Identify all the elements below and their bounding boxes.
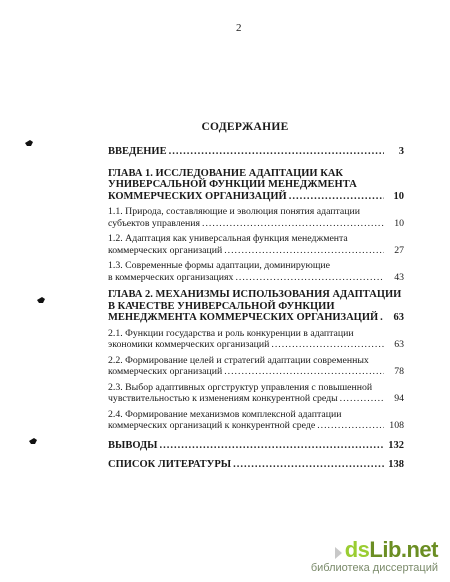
watermark-subtitle: библиотека диссертаций <box>310 562 438 574</box>
toc-entry-conclusions[interactable] <box>108 440 404 452</box>
toc-entry-text: КОММЕРЧЕСКИХ ОРГАНИЗАЦИЙ <box>108 190 287 202</box>
toc-entry-text: 2.2. Формирование целей и стратегий адаптации современных <box>108 354 369 366</box>
toc-entry-page: 132 <box>388 439 404 451</box>
watermark <box>311 539 438 574</box>
toc-entry-text: 2.1. Функции государства и роль конкуренции в адаптации <box>108 327 354 339</box>
toc-entry-text: 1.1. Природа, составляющие и эволюция понятия адаптации <box>108 206 361 217</box>
toc-entry-references[interactable] <box>108 459 404 471</box>
leader-dots <box>224 366 384 378</box>
toc-entry-page: 10 <box>394 217 404 229</box>
toc-entry-text: 2.3. Выбор адаптивных оргструктур управления с повышенной <box>108 381 373 393</box>
toc-entry-page: 10 <box>393 190 404 202</box>
toc-entry-2-1[interactable] <box>108 328 404 351</box>
page-title: СОДЕРЖАНИЕ <box>201 121 289 133</box>
toc-entry-text: 2.4. Формирование механизмов комплексной адаптации <box>108 408 342 420</box>
toc-entry-text: ВЫВОДЫ <box>108 439 158 451</box>
toc-entry-page: 27 <box>394 244 404 256</box>
toc-entry-1-3[interactable] <box>108 260 404 283</box>
toc-entry-text: коммерческих организаций <box>108 244 223 256</box>
toc-entry-text: УНИВЕРСАЛЬНОЙ ФУНКЦИИ МЕНЕДЖМЕНТА <box>108 179 357 190</box>
toc-entry-1-2[interactable] <box>108 233 404 256</box>
toc-entry-text: ВВЕДЕНИЕ <box>108 146 167 157</box>
toc-entry-text: коммерческих организаций к конкурентной среде <box>108 420 316 431</box>
leader-dots <box>340 393 384 405</box>
table-of-contents <box>108 146 404 471</box>
leader-dots <box>380 312 384 324</box>
toc-entry-text: 1.2. Адаптация как универсальная функция менеджмента <box>108 233 348 244</box>
toc-entry-text: экономики коммерческих организаций <box>108 339 270 350</box>
toc-entry-2-2[interactable] <box>108 355 404 378</box>
toc-entry-text: СПИСОК ЛИТЕРАТУРЫ <box>108 459 232 470</box>
toc-entry-2-4[interactable] <box>108 409 404 432</box>
toc-entry-page: 3 <box>398 146 404 157</box>
toc-entry-chapter-2[interactable] <box>108 289 404 324</box>
leader-dots <box>235 272 384 284</box>
toc-entry-text: В КАЧЕСТВЕ УНИВЕРСАЛЬНОЙ ФУНКЦИИ <box>108 300 335 312</box>
scan-mark-icon <box>28 437 38 445</box>
toc-entry-text: коммерческих организаций <box>108 366 223 377</box>
page-number: 2 <box>236 22 242 34</box>
leader-dots <box>271 339 384 351</box>
scan-mark-icon <box>24 139 34 147</box>
toc-entry-text: в коммерческих организациях <box>108 271 234 283</box>
leader-dots <box>202 218 384 230</box>
watermark-logo: dsLib.net <box>311 539 438 561</box>
scan-mark-icon <box>36 296 46 304</box>
toc-entry-text: чувствительностью к изменениям конкурентной среды <box>108 393 338 404</box>
leader-dots <box>224 245 384 257</box>
toc-entry-page: 63 <box>394 339 404 350</box>
toc-entry-text: ГЛАВА 1. ИССЛЕДОВАНИЕ АДАПТАЦИИ КАК <box>108 167 344 179</box>
toc-entry-intro[interactable] <box>108 146 404 158</box>
toc-entry-2-3[interactable] <box>108 382 404 405</box>
leader-dots <box>289 191 384 203</box>
toc-entry-page: 108 <box>389 420 404 431</box>
toc-entry-text: 1.3. Современные формы адаптации, доминирующие <box>108 260 331 271</box>
leader-dots <box>169 146 384 158</box>
toc-entry-text: МЕНЕДЖМЕНТА КОММЕРЧЕСКИХ ОРГАНИЗАЦИЙ <box>108 312 379 323</box>
toc-entry-page: 94 <box>394 393 404 404</box>
toc-entry-1-1[interactable] <box>108 206 404 229</box>
leader-dots <box>160 440 385 452</box>
toc-entry-page: 43 <box>394 271 404 283</box>
toc-entry-page: 138 <box>388 459 404 470</box>
toc-entry-text: субъектов управления <box>108 217 201 229</box>
toc-entry-page: 63 <box>393 312 404 323</box>
toc-entry-chapter-1[interactable] <box>108 168 404 203</box>
leader-dots <box>233 459 384 471</box>
toc-entry-text: ГЛАВА 2. МЕХАНИЗМЫ ИСПОЛЬЗОВАНИЯ АДАПТАЦИИ <box>108 289 402 300</box>
leader-dots <box>317 420 384 432</box>
play-icon <box>335 547 342 559</box>
toc-entry-page: 78 <box>394 366 404 377</box>
